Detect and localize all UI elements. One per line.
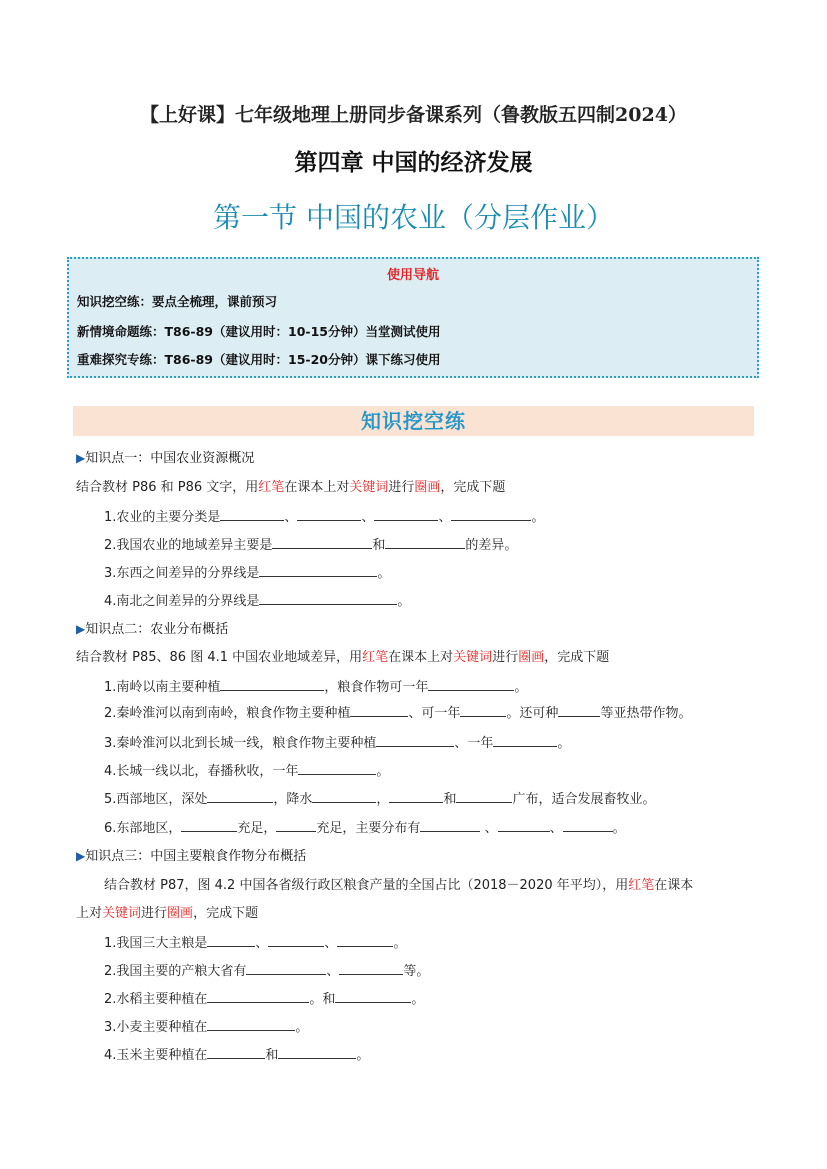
knowledge-point-heading: ▶知识点三：中国主要粮食作物分布概括 <box>76 849 307 864</box>
answer-blank[interactable] <box>181 819 237 832</box>
answer-blank[interactable] <box>207 990 309 1003</box>
usage-guide-box <box>67 257 759 378</box>
chapter-title: 第四章 中国的经济发展 <box>294 150 533 176</box>
answer-blank[interactable] <box>335 990 411 1003</box>
knowledge-point-heading: ▶知识点二：农业分布概括 <box>76 622 229 637</box>
question-line: 5.西部地区，深处 ，降水 ， 和 广布，适合发展畜牧业。 <box>104 792 656 807</box>
triangle-bullet-icon: ▶ <box>76 622 86 636</box>
question-line: 2.我国农业的地域差异主要是 和 的差异。 <box>104 538 518 553</box>
answer-blank[interactable] <box>207 1046 265 1059</box>
answer-blank[interactable] <box>451 508 531 521</box>
question-line: 1.我国三大主粮是 、 、 。 <box>104 936 407 951</box>
question-line: 3.秦岭淮河以北到长城一线，粮食作物主要种植 、一年 。 <box>104 736 571 751</box>
answer-blank[interactable] <box>376 734 454 747</box>
answer-blank[interactable] <box>493 734 557 747</box>
triangle-bullet-icon: ▶ <box>76 849 86 863</box>
question-line: 6.东部地区， 充足， 充足，主要分布有 、 、 。 <box>104 821 626 836</box>
knowledge-point-heading: ▶知识点一：中国农业资源概况 <box>76 451 255 466</box>
answer-blank[interactable] <box>207 1018 295 1031</box>
section-title: 第一节 中国的农业（分层作业） <box>213 201 614 234</box>
question-line: 4.玉米主要种植在 和 。 <box>104 1048 370 1063</box>
answer-blank[interactable] <box>246 962 326 975</box>
question-line: 2.我国主要的产粮大省有 、 等。 <box>104 964 430 979</box>
answer-blank[interactable] <box>297 508 361 521</box>
answer-blank[interactable] <box>428 678 514 691</box>
answer-blank[interactable] <box>460 704 506 717</box>
usage-guide-heading: 使用导航 <box>386 268 439 283</box>
answer-blank[interactable] <box>276 819 316 832</box>
answer-blank[interactable] <box>312 790 376 803</box>
usage-guide-line: 重难探究专练：T86-89（建议用时：15-20分钟）课下练习使用 <box>77 352 441 367</box>
usage-guide-line: 新情境命题练：T86-89（建议用时：10-15分钟）当堂测试使用 <box>77 324 441 339</box>
answer-blank[interactable] <box>272 536 372 549</box>
answer-blank[interactable] <box>385 536 465 549</box>
answer-blank[interactable] <box>268 934 324 947</box>
answer-blank[interactable] <box>350 704 408 717</box>
answer-blank[interactable] <box>278 1046 356 1059</box>
answer-blank[interactable] <box>374 508 438 521</box>
question-line: 2.水稻主要种植在 。和 。 <box>104 992 425 1007</box>
answer-blank[interactable] <box>259 564 377 577</box>
answer-blank[interactable] <box>420 819 480 832</box>
question-line: 2.秦岭淮河以南到南岭，粮食作物主要种植 、可一年 。还可种 等亚热带作物。 <box>104 706 692 721</box>
answer-blank[interactable] <box>207 934 255 947</box>
answer-blank[interactable] <box>456 790 512 803</box>
answer-blank[interactable] <box>498 819 550 832</box>
answer-blank[interactable] <box>298 762 376 775</box>
answer-blank[interactable] <box>207 790 273 803</box>
question-line: 3.小麦主要种植在 。 <box>104 1020 309 1035</box>
triangle-bullet-icon: ▶ <box>76 451 86 465</box>
instruction-line: 上对关键词进行圈画，完成下题 <box>76 906 259 921</box>
instruction-line: 结合教材 P87，图 4.2 中国各省级行政区粮食产量的全国占比（2018－2020 年平均），用红笔在课本 <box>104 878 694 893</box>
instruction-line: 结合教材 P86 和 P86 文字，用红笔在课本上对关键词进行圈画，完成下题 <box>76 480 506 495</box>
question-line: 3.东西之间差异的分界线是 。 <box>104 566 391 581</box>
answer-blank[interactable] <box>389 790 443 803</box>
answer-blank[interactable] <box>259 592 397 605</box>
section-banner: 知识挖空练 <box>73 406 754 436</box>
answer-blank[interactable] <box>558 704 600 717</box>
answer-blank[interactable] <box>563 819 613 832</box>
usage-guide-line: 知识挖空练：要点全梳理，课前预习 <box>77 294 278 309</box>
series-title: 【上好课】七年级地理上册同步备课系列（鲁教版五四制2024） <box>140 104 687 126</box>
answer-blank[interactable] <box>339 962 403 975</box>
question-line: 4.南北之间差异的分界线是 。 <box>104 594 411 609</box>
answer-blank[interactable] <box>220 678 324 691</box>
answer-blank[interactable] <box>220 508 284 521</box>
question-line: 1.南岭以南主要种植 ，粮食作物可一年 。 <box>104 680 528 695</box>
question-line: 1.农业的主要分类是 、 、 、 。 <box>104 510 545 525</box>
answer-blank[interactable] <box>337 934 393 947</box>
question-line: 4.长城一线以北，春播秋收，一年 。 <box>104 764 390 779</box>
instruction-line: 结合教材 P85、86 图 4.1 中国农业地域差异，用红笔在课本上对关键词进行圈画，完成下题 <box>76 650 610 665</box>
